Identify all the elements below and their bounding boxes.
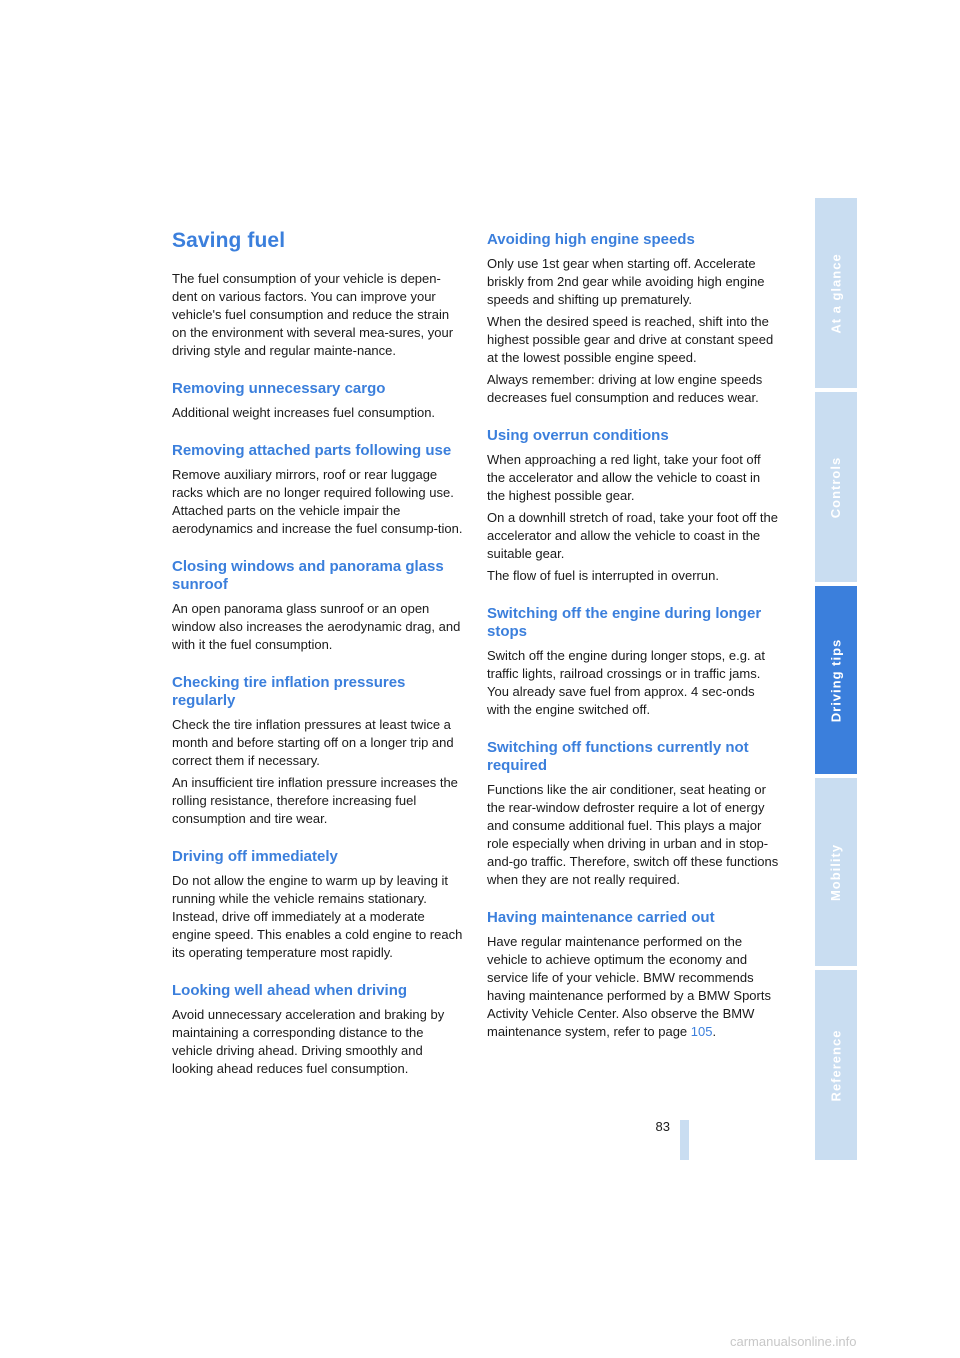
tab-label: Reference	[828, 1029, 844, 1101]
section-paragraph: Check the tire inflation pressures at least twice a month and before starting off on a longer trip and correct them if necessary.	[172, 717, 454, 768]
section-heading: Closing windows and panorama glass sunroof	[172, 558, 444, 593]
tab-driving-tips[interactable]	[815, 586, 857, 774]
section-heading: Removing unnecessary cargo	[172, 380, 386, 397]
section-paragraph: On a downhill stretch of road, take your foot off the accelerator and allow the vehicle to coast in the suitable gear.	[487, 510, 778, 561]
section-paragraph: Only use 1st gear when starting off. Accelerate briskly from 2nd gear while avoiding high engine speeds and shifting up prematurely.	[487, 256, 765, 307]
section-paragraph: Additional weight increases fuel consumption.	[172, 405, 436, 420]
chapter-sidebar	[815, 198, 857, 1160]
intro-paragraph: The fuel consumption of your vehicle is depen-dent on various factors. You can improve your vehicle's fuel consumption and reduce the strain on the environment with several mea-sures, your driving style and regular mainte-nance.	[172, 271, 454, 358]
section-heading: Checking tire inflation pressures regularly	[172, 674, 406, 709]
section-paragraph: Avoid unnecessary acceleration and braking by maintaining a corresponding distance to the vehicle driving ahead. Driving smoothly and looking ahead reduces fuel consumption.	[172, 1007, 445, 1076]
section-heading: Avoiding high engine speeds	[487, 231, 695, 248]
left-column	[172, 228, 464, 1082]
tab-label: Mobility	[828, 843, 844, 901]
section-paragraph: An open panorama glass sunroof or an open window also increases the aerodynamic drag, and with it the fuel consumption.	[172, 601, 461, 652]
section-heading: Driving off immediately	[172, 848, 338, 865]
tab-reference[interactable]	[815, 970, 857, 1160]
section-paragraph: An insufficient tire inflation pressure increases the rolling resistance, therefore increasing fuel consumption and tire wear.	[172, 775, 458, 826]
right-column	[487, 231, 779, 1045]
section-heading: Having maintenance carried out	[487, 909, 715, 926]
section-paragraph: Always remember: driving at low engine speeds decreases fuel consumption and reduces wear.	[487, 372, 763, 405]
page-title: Saving fuel	[172, 229, 286, 252]
section-paragraph: Do not allow the engine to warm up by leaving it running while the vehicle remains stationary. Instead, drive off immediately at a moderate engine speed. This enables a cold engine to reach its operating temperature most rapidly.	[172, 873, 463, 960]
section-heading: Switching off functions currently not required	[487, 739, 749, 774]
watermark: carmanualsonline.info	[730, 1334, 857, 1349]
section-paragraph: Switch off the engine during longer stops, e.g. at traffic lights, railroad crossings or in traffic jams. You already save fuel from approx. 4 sec-onds with the engine switched off.	[487, 648, 765, 717]
tab-controls[interactable]	[815, 392, 857, 582]
page-number: 83	[655, 1119, 670, 1134]
tab-mobility[interactable]	[815, 778, 857, 966]
section-paragraph: When approaching a red light, take your foot off the accelerator and allow the vehicle to coast in the highest possible gear.	[487, 452, 761, 503]
tab-at-a-glance[interactable]	[815, 198, 857, 388]
section-paragraph: When the desired speed is reached, shift into the highest possible gear and drive at constant speed at the lowest possible engine speed.	[487, 314, 774, 365]
section-heading: Removing attached parts following use	[172, 442, 452, 459]
section-paragraph: Functions like the air conditioner, seat heating or the rear-window defroster require a lot of energy and consume additional fuel. This plays a major role especially when driving in urban and in stop-and-go traffic. Therefore, switch off these functions when they are not really required.	[487, 782, 779, 887]
section-paragraph: The flow of fuel is interrupted in overrun.	[487, 568, 719, 583]
tab-label: Driving tips	[828, 638, 844, 722]
page-marker-bar	[680, 1120, 689, 1160]
sentence-end: .	[712, 1024, 717, 1039]
tab-label: At a glance	[828, 252, 844, 334]
section-paragraph	[487, 933, 779, 1041]
section-heading: Using overrun conditions	[487, 427, 669, 444]
section-heading: Switching off the engine during longer stops	[487, 605, 762, 640]
maintenance-text: Have regular maintenance performed on the vehicle to achieve optimum the economy and service life of your vehicle. BMW recommends having maintenance performed by a BMW Sports Activity Vehicle Center. Also observe the BMW maintenance system, refer to page	[487, 934, 771, 1039]
section-heading: Looking well ahead when driving	[172, 982, 408, 999]
section-paragraph: Remove auxiliary mirrors, roof or rear luggage racks which are no longer required following use. Attached parts on the vehicle impair the aerodynamics and increase the fuel consump-tion.	[172, 467, 463, 536]
tab-label: Controls	[828, 456, 844, 518]
page-reference-link[interactable]: 105	[690, 1024, 713, 1039]
